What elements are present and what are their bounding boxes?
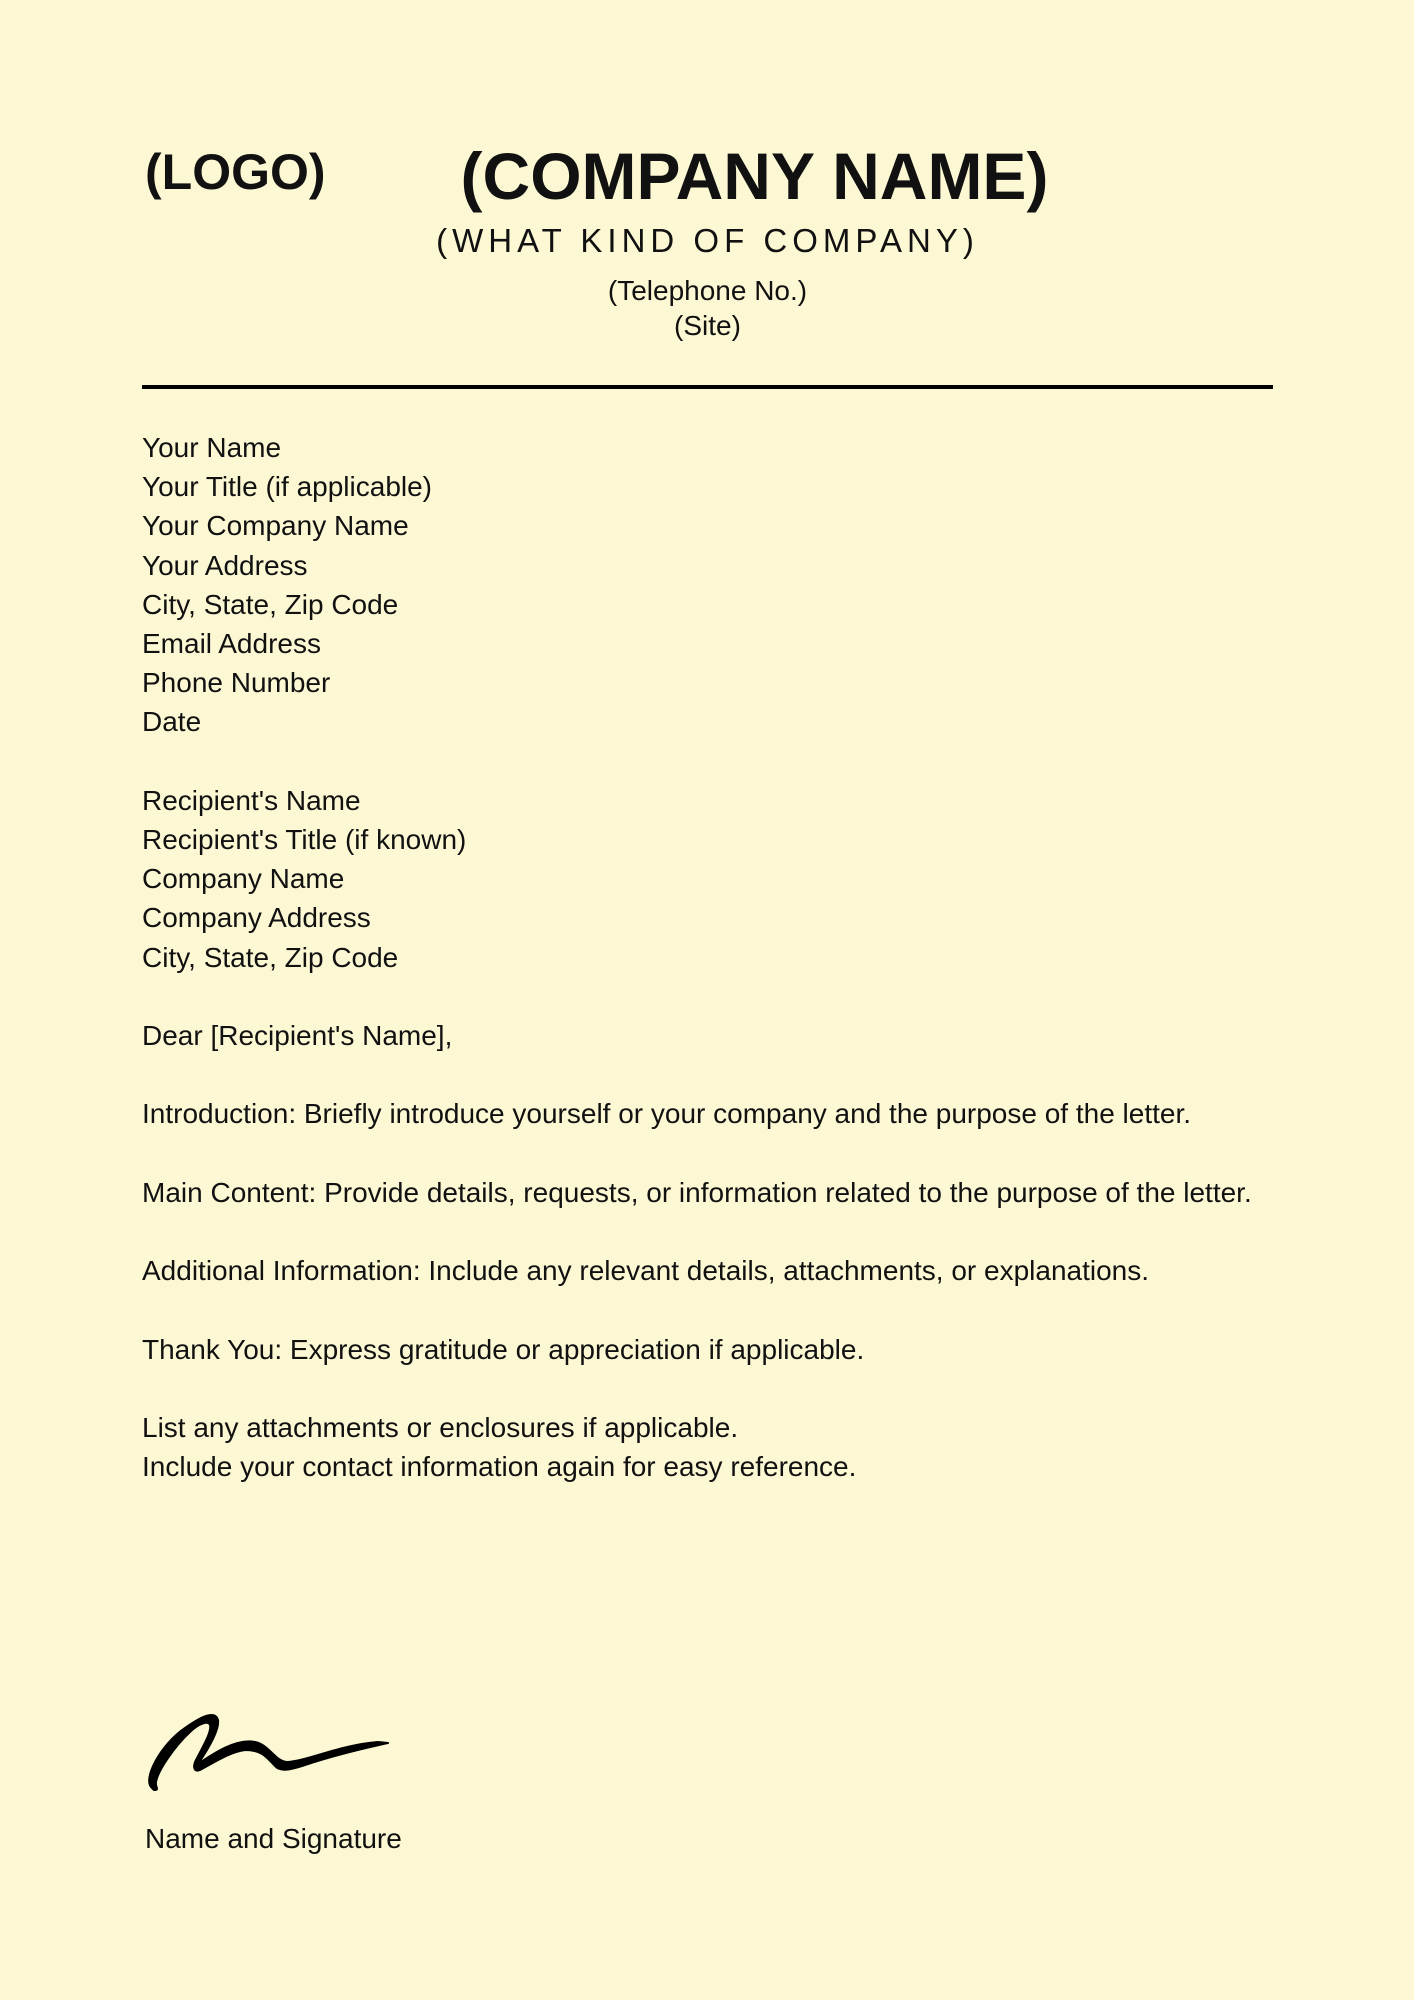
paragraph-main-content: Main Content: Provide details, requests, or information related to the purpose of the letter. [142, 1176, 1252, 1208]
spacer [142, 1290, 1273, 1329]
spacer [142, 1134, 1273, 1173]
signature-label: Name and Signature [145, 1823, 402, 1854]
company-telephone: (Telephone No.) [607, 275, 808, 306]
spacer [142, 1055, 1273, 1094]
sender-company: Your Company Name [142, 510, 409, 542]
closing-contact: Include your contact information again for easy reference. [142, 1451, 857, 1483]
recipient-company: Company Name [142, 863, 345, 895]
sender-name: Your Name [142, 432, 282, 463]
sender-block [142, 428, 1273, 742]
sender-email: Email Address [142, 628, 321, 660]
closing-attachments: List any attachments or enclosures if applicable. [142, 1411, 739, 1443]
letter-date: Date [142, 706, 202, 738]
company-name-text: (COMPANY NAME) [460, 139, 1049, 213]
sender-address: Your Address [142, 549, 308, 581]
company-name [0, 138, 1414, 214]
spacer [142, 977, 1273, 1016]
letter-body [142, 428, 1273, 1486]
paragraph-introduction: Introduction: Briefly introduce yourself or your company and the purpose of the letter. [142, 1098, 1192, 1130]
recipient-title: Recipient's Title (if known) [142, 824, 467, 856]
sender-phone: Phone Number [142, 667, 331, 699]
recipient-name: Recipient's Name [142, 784, 361, 816]
salutation: Dear [Recipient's Name], [142, 1020, 453, 1052]
spacer [142, 1212, 1273, 1251]
paragraph-additional-information: Additional Information: Include any relevant details, attachments, or explanations. [142, 1255, 1150, 1287]
paragraph-thank-you: Thank You: Express gratitude or appreciation if applicable. [142, 1333, 865, 1365]
company-site: (Site) [674, 310, 741, 341]
recipient-block [142, 781, 1273, 977]
company-type: (WHAT KIND OF COMPANY) [436, 222, 979, 259]
sender-city-state-zip: City, State, Zip Code [142, 588, 399, 620]
logo-placeholder: (LOGO) [145, 144, 326, 200]
spacer [142, 1369, 1273, 1408]
signature-scribble-icon [140, 1700, 400, 1800]
recipient-address: Company Address [142, 902, 371, 934]
spacer [142, 742, 1273, 781]
sender-title: Your Title (if applicable) [142, 471, 433, 503]
recipient-city-state-zip: City, State, Zip Code [142, 941, 399, 973]
header-divider [142, 385, 1273, 389]
